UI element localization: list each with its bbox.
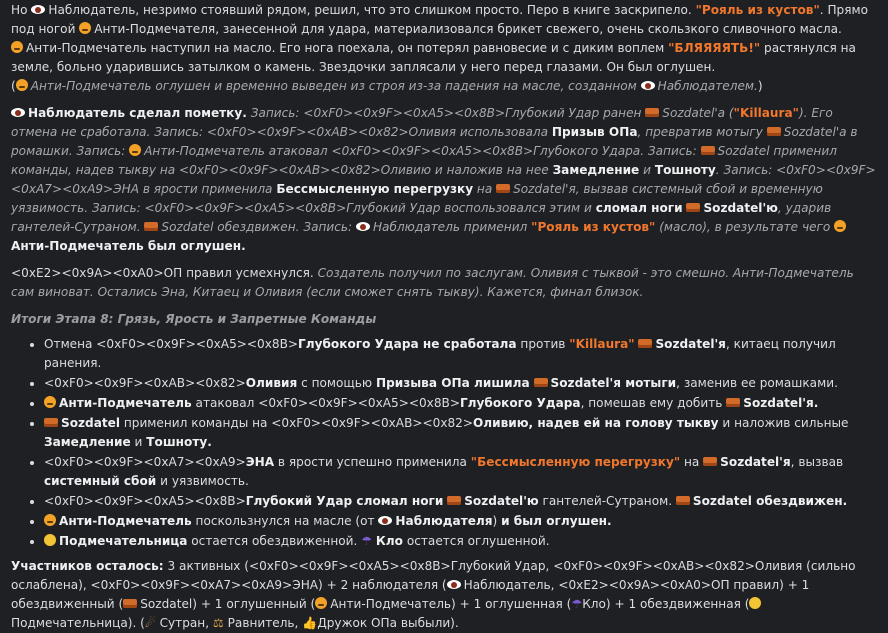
bold-text: Sozdatel обездвижен. — [692, 494, 848, 508]
bold-text: Призыв ОПа — [551, 125, 638, 139]
text: , помешав ему добить — [580, 396, 727, 410]
bold-text: Оливию, надев ей на голову тыкву — [473, 416, 719, 430]
text: <0xF0><0x9F><0xAB><0x82> — [44, 376, 246, 390]
angry-face-icon — [44, 514, 56, 526]
story-paragraph-3 — [11, 264, 877, 302]
brick-icon — [44, 418, 58, 427]
italic-text: на — [473, 182, 497, 196]
text: Подмечательница). ( — [11, 616, 145, 630]
list-item — [44, 532, 877, 551]
angry-face-icon — [129, 144, 141, 156]
italic-text: Sozdatel'а в ромашки. Запись: — [11, 125, 858, 158]
text: поскользнулся на масле (от — [191, 514, 379, 528]
remaining-participants — [11, 557, 877, 633]
bold-text: и был оглушен. — [501, 514, 612, 528]
bold-text: Sozdatel'я. — [743, 396, 819, 410]
grimace-face-icon — [44, 534, 56, 546]
text: атаковал <0xF0><0x9F><0xA5><0x8B> — [191, 396, 460, 410]
italic-text: ( — [725, 106, 734, 120]
comet-icon: ☄ — [144, 616, 156, 630]
list-item — [44, 453, 877, 491]
italic-text: Sozdatel'а — [662, 106, 726, 120]
brick-icon — [447, 496, 461, 505]
umbrella-icon: ☂ — [361, 534, 373, 548]
list-item — [44, 374, 877, 393]
text: и наложив сильные — [718, 416, 849, 430]
bold-text: Sozdatel'я мотыги — [550, 376, 677, 390]
text: Но — [11, 3, 32, 17]
brick-icon — [703, 457, 717, 466]
angry-face-icon — [44, 396, 56, 408]
angry-face-icon — [834, 220, 846, 232]
italic-text: и — [639, 163, 655, 177]
list-item — [44, 335, 877, 373]
text: против — [516, 337, 570, 351]
text: , вызвав — [790, 455, 844, 469]
brick-icon — [701, 146, 715, 155]
italic-text: , ударив гантелей-Сутраном. — [11, 201, 832, 234]
summary-heading: Итоги Этапа 8: Грязь, Ярость и Запретные Команды — [11, 312, 377, 326]
bold-text: Анти-Подмечатель — [59, 514, 192, 528]
text: Анти-Подмечателя, занесенной для удара, материализовался брикет свежего, очень скользкого сливочного масла. — [94, 22, 842, 36]
eye-icon — [378, 516, 392, 525]
bold-text: Тошноту — [654, 163, 716, 177]
bold-text: Глубокого Удара — [459, 396, 581, 410]
umbrella-icon: ☂ — [571, 597, 583, 611]
bold-text: Sozdatel'ю — [464, 494, 539, 508]
text: и — [130, 435, 147, 449]
story-paragraph-1 — [11, 1, 877, 96]
text: Равнитель, — [227, 616, 303, 630]
text: Наблюдатель, незримо стоявший рядом, решил, что это слишком просто. Перо в книге заскрипело. — [48, 3, 696, 17]
brick-icon — [645, 108, 659, 117]
brick-icon — [144, 222, 158, 231]
italic-text: Создатель получил по заслугам. Оливия с тыквой - это смешно. Анти-Подмечатель сам виноват. Остались Эна, Китаец и Оливия (если сможет снять тыкву). Кажется, финал близок. — [11, 266, 854, 299]
list-item — [44, 492, 877, 511]
highlight-text: "Рояль из кустов" — [695, 3, 820, 17]
list-item — [44, 512, 877, 531]
bold-text: ЭНА — [245, 455, 275, 469]
eye-icon — [641, 81, 655, 90]
brick-icon — [123, 599, 137, 608]
bold-text: Наблюдателя — [395, 514, 493, 528]
brick-icon — [726, 398, 740, 407]
bold-text: Замедление — [44, 435, 131, 449]
text: в ярости успешно применила — [274, 455, 471, 469]
text: <0xF0><0x9F><0xA7><0xA9> — [44, 455, 246, 469]
highlight-text: "Рояль из кустов" — [531, 220, 656, 234]
text: . Прямо под ногой — [11, 3, 869, 36]
bold-text: Sozdatel'я — [655, 337, 726, 351]
italic-text: Sozdatel обездвижен. Запись: — [161, 220, 356, 234]
text: Сутран, — [159, 616, 213, 630]
text: ( — [11, 79, 16, 93]
italic-text: Наблюдатель применил — [372, 220, 532, 234]
text: с помощью — [297, 376, 376, 390]
list-item — [44, 394, 877, 413]
brick-icon — [767, 127, 781, 136]
angry-face-icon — [315, 597, 327, 609]
text: применил команды на <0xF0><0x9F><0xAB><0x82> — [120, 416, 474, 430]
summary-list — [11, 335, 877, 551]
italic-text: Sozdatel'я, вызвав системный сбой и временную уязвимость. Запись: <0xF0><0x9F><0xA5><0x8B>Глубокий Удар воспользовался этим и — [11, 182, 823, 215]
bold-text: Глубокий Удар сломал ноги — [245, 494, 444, 508]
brick-icon — [496, 184, 510, 193]
italic-text: Sozdatel применил команды, надев тыкву на <0xF0><0x9F><0xAB><0x82>Оливию и наложив на нее — [11, 144, 837, 177]
story-paragraph-2 — [11, 104, 877, 256]
eye-icon — [447, 580, 461, 589]
list-item — [44, 414, 877, 452]
bold-text: сломал ноги — [595, 201, 683, 215]
brick-icon — [686, 203, 700, 212]
bold-text: Оливия — [245, 376, 298, 390]
text: <0xE2><0x9A><0xA0>ОП правил усмехнулся. — [11, 266, 318, 280]
text: Анти-Подмечатель наступил на масло. Его нога поехала, он потерял равновесие и с диким воплем — [26, 41, 669, 55]
eye-icon — [356, 222, 370, 231]
italic-text: . Запись: <0xF0><0x9F><0xA7><0xA9>ЭНА в ярости применила — [11, 163, 876, 196]
eye-icon — [11, 108, 25, 117]
bold-text: Sozdatel'ю — [703, 201, 778, 215]
text: 3 активных (<0xF0><0x9F><0xA5><0x8B>Глубокий Удар, <0xF0><0x9F><0xAB><0x82>Оливия (сильно ослаблена), <0xF0><0x9F><0xA7><0xA9>ЭНА) + 2 наблюдателя ( — [11, 559, 856, 592]
text: ) — [757, 79, 763, 93]
italic-text: Анти-Подмечатель оглушен и временно выведен из строя из-за падения на масле, созданном — [30, 79, 641, 93]
text: гантелей-Сутраном. — [538, 494, 676, 508]
text: остается обездвиженной. — [187, 534, 362, 548]
text: ) — [492, 514, 502, 528]
bold-text: Анти-Подмечатель — [59, 396, 192, 410]
brick-icon — [638, 339, 652, 348]
bold-text: Бессмысленную перегрузку — [276, 182, 474, 196]
brick-icon — [534, 378, 548, 387]
text: Кло) + 1 обездвиженная ( — [582, 597, 750, 611]
text: , заменив ее ромашками. — [676, 376, 838, 390]
highlight-text: "Killaura" — [733, 106, 799, 120]
text: Дружок ОПа выбыли). — [317, 616, 459, 630]
scales-icon: ⚖ — [212, 616, 224, 630]
bold-text: Подмечательница — [59, 534, 188, 548]
highlight-text: "Бессмысленную перегрузку" — [470, 455, 681, 469]
angry-face-icon — [79, 22, 91, 34]
text: <0xF0><0x9F><0xA5><0x8B> — [44, 494, 246, 508]
bold-text: Sozdatel'я — [720, 455, 791, 469]
bold-text: Sozdatel — [61, 416, 121, 430]
bold-text: Призыва ОПа лишила — [375, 376, 530, 390]
bold-text: Глубокого Удара не сработала — [298, 337, 517, 351]
text: , китаец получил ранения. — [44, 337, 836, 370]
italic-text: Анти-Подмечатель атаковал <0xF0><0x9F><0xA5><0x8B>Глубокого Удара. Запись: — [144, 144, 701, 158]
bold-text: системный сбой — [44, 474, 157, 488]
brick-icon — [676, 496, 690, 505]
angry-face-icon — [16, 79, 28, 91]
angry-face-icon — [11, 41, 23, 53]
text: растянулся на земле, больно ударившись затылком о камень. Звездочки заплясали у него перед глазами. Он был оглушен. — [11, 41, 856, 74]
text: Анти-Подмечатель) + 1 оглушенная ( — [330, 597, 572, 611]
text: на — [680, 455, 704, 469]
thumbs-up-icon: 👍 — [302, 616, 318, 630]
highlight-text: "Killaura" — [569, 337, 635, 351]
highlight-text: "БЛЯЯЯЯТЬ!" — [668, 41, 761, 55]
grimace-face-icon — [749, 597, 761, 609]
italic-text: (масло), в результате чего — [655, 220, 835, 234]
text: Наблюдатель, <0xE2><0x9A><0xA0>ОП правил) + 1 обездвиженный ( — [11, 578, 810, 611]
bold-text: Замедление — [552, 163, 640, 177]
bold-text: Наблюдатель сделал пометку. — [28, 106, 247, 120]
italic-text: , превратив мотыгу — [637, 125, 767, 139]
bold-text: Кло — [375, 534, 403, 548]
text: Отмена <0xF0><0x9F><0xA5><0x8B> — [44, 337, 299, 351]
bold-text: Анти-Подмечатель был оглушен. — [11, 239, 246, 253]
text: остается оглушенной. — [402, 534, 550, 548]
text: Sozdatel) + 1 оглушенный ( — [140, 597, 316, 611]
text: и уязвимость. — [156, 474, 249, 488]
italic-text: Наблюдателем. — [657, 79, 758, 93]
bold-text: Тошноту. — [146, 435, 212, 449]
italic-text: ). Его отмена не сработала. Запись: <0xF0><0x9F><0xAB><0x82>Оливия использовала — [11, 106, 833, 139]
bold-text: Участников осталось: — [11, 559, 164, 573]
italic-text: Запись: <0xF0><0x9F><0xA5><0x8B>Глубокий Удар ранен — [246, 106, 646, 120]
eye-icon — [31, 5, 45, 14]
